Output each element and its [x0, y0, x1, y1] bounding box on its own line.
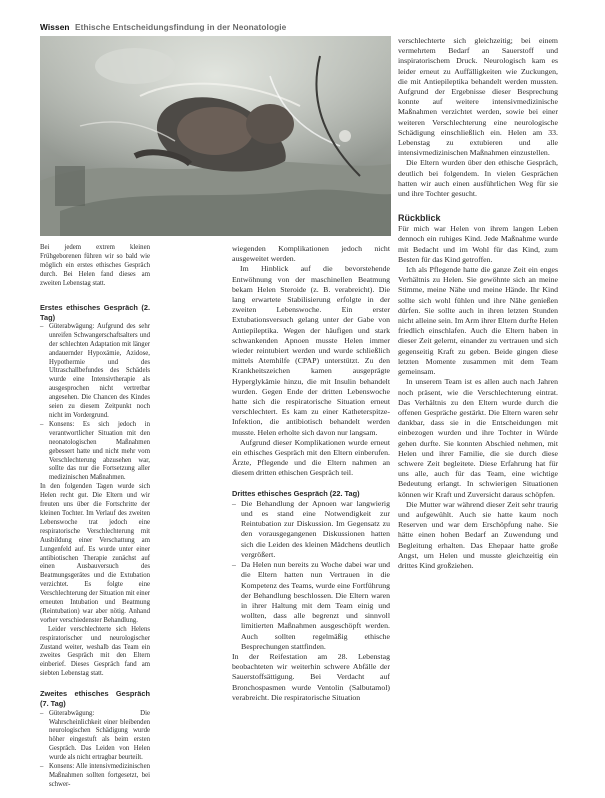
- incubator-photo: [40, 36, 391, 236]
- column-3: [398, 36, 558, 571]
- body-paragraph: Aufgrund dieser Komplikationen wurde erneut ein ethisches Gespräch mit den Eltern einberufen. Ärzte, Pflegende und die Eltern nahmen an diesem dritten ethischen Gespräch teil.: [232, 437, 390, 478]
- section-heading-first-talk: Erstes ethisches Gespräch (2. Tag): [40, 302, 150, 322]
- list-item: – Die Behandlung der Apnoen war langwierig und es stand eine Notwendigkeit zur Reintubation zur Diskussion. Im Gegensatz zu den vorausgegangenen Diskussionen hatten sich die Leiden des kleinen Mädchens deutlich vergrößert.: [232, 499, 390, 560]
- section-heading-third-talk: Drittes ethisches Gespräch (22. Tag): [232, 488, 360, 498]
- intro-paragraph: Bei jedem extrem kleinen Frühgeborenen führen wir so bald wie möglich ein erstes ethisches Gespräch durch. Bei Helen fand dieses am zweiten Lebenstag statt.: [40, 244, 150, 287]
- body-paragraph: Die Mutter war während dieser Zeit sehr traurig und aufgewühlt. Auch sie hatte kaum noch Reserven und war dem Erschöpfung nahe. Sie hätte einen hohen Bedarf an Zuwendung und Begleitung erhalten. Das Ehepaar hatte große Angst, um Helen und musste gleichzeitig ein drittes Kind großziehen.: [398, 499, 558, 570]
- page-header: [40, 22, 286, 32]
- section-heading-review: Rückblick: [398, 213, 441, 224]
- body-paragraph: Leider verschlechterte sich Helens respiratorischer und neurologischer Zustand weiter, weshalb das Team ein zweites Gespräch mit den Eltern einberief. Dieses Gespräch fand am siebten Lebenstag statt.: [40, 625, 150, 678]
- body-paragraph: verschlechterte sich gleichzeitig; bei einem vermehrtem Bedarf an Sauerstoff und inspiratorischem Druck. Neurologisch kam es leider erneut zu Auffälligkeiten wie Zuckungen, die mit Antiepileptika behandelt werden mussten. Aufgrund der Ergebnisse dieser Besprechung konnte auf weitere intensivmedizinische Maßnahmen verzichtet werden, sowie bei einer weiteren Verschlechterung eine neurologische Schädigung einschließlich ein. Helen am 33. Lebenstag zu extubieren und alle intensivmedizinischen Maßnahmen einzustellen.: [398, 36, 558, 158]
- article-title: Ethische Entscheidungsfindung in der Neonatologie: [74, 22, 287, 32]
- section-heading-second-talk: Zweites ethisches Gespräch (7. Tag): [40, 689, 150, 709]
- body-paragraph: Die Eltern wurden über den ethische Gespräch, deutlich bei folgendem. In vielen Gesprächen hatten wir auch einen ausführlichen Weg für sie und ihre Tochter gesucht.: [398, 158, 558, 199]
- list-item: – Konsens: Alle intensivmedizinischen Maßnahmen sollten fortgesetzt, bei schwer-: [40, 763, 150, 790]
- list-item: – Konsens: Es sich jedoch in verantwortlicher Situation mit den neonatologischen Maßnahmen gebessert hatte und nicht mehr vom Verschlechterung abzusehen war, sollte das nur die Fortsetzung aller medizinischen Maßnahmen.: [40, 421, 150, 483]
- list-item: – Güterabwägung: Die Wahrscheinlichkeit einer bleibenden neurologischen Schädigung wurde höher eingestuft als beim ersten Gespräch. Das Leiden von Helen wurde als nicht ertragbar beurteilt.: [40, 710, 150, 763]
- third-talk-list: [232, 499, 390, 652]
- section-label: Wissen: [40, 22, 70, 32]
- infant-in-incubator-image: [40, 36, 391, 236]
- first-talk-list: [40, 323, 150, 483]
- body-paragraph: In den folgenden Tagen wurde sich Helen recht gut. Die Eltern und wir freuten uns über die Fortschritte der kleinen Tochter. Im Verlauf des zweiten Lebenswoche trat jedoch eine respiratorische Verschlechterung mit Ausbildung einer Verschattung am Lungenfeld auf. Es wurde unter einer antibiotischen Therapie zunächst auf einen Ausbauversuch des Beatmungsgerätes und die Extubation verzichtet. Es folgte eine Verschlechterung der Situation mit einer erneuten Intubation und Beatmung (Reintubation) war aber nötig. Anhand vorher verschiedenster Behandlung.: [40, 483, 150, 624]
- column-1: [40, 244, 150, 790]
- body-paragraph: wiegenden Komplikationen jedoch nicht ausgeweitet werden.: [232, 244, 390, 264]
- column-2: [232, 244, 390, 703]
- body-paragraph: Im Hinblick auf die bevorstehende Entwöhnung von der maschinellen Beatmung bekam Helen Steroide (z. B. verabreicht). Die lang erwartete Stabilisierung erfolgte in der zweiten Lebenswoche. Ein erster Extubationsversuch gelang unter der Gabe von Antiepileptika. Wegen der häufigen und stark schwankenden Apnoen musste Helen immer wieder reintubiert werden und wurde schließlich mittels Atemhilfe (CPAP) unterstützt. Zu den Krankheitszeichen kamen ausgeprägte Hyperglykämie hinzu, die mit Insulin behandelt wurden. Gegen Ende der dritten Lebenswoche hatte sich die respiratorische Situation erneut verschlechtert. Es kam zu einer Katheterspitze-Infektion, die antibiotisch behandelt werden musste. Helen erholte sich davon nur langsam.: [232, 264, 390, 437]
- body-paragraph: Für mich war Helen von ihrem langen Leben dennoch ein ruhiges Kind. Jede Maßnahme wurde mit Bedacht und im Wohl für das Kind, zum Besten für das Kind getroffen.: [398, 224, 558, 264]
- body-paragraph: Ich als Pflegende hatte die ganze Zeit ein enges Verhältnis zu Helen. Sie gewöhnte sich an meine Stimme, meine Nähe und meine Hände. Ihr Kind sollte sich wohl fühlen und ihre Nähe genießen dürfen. Sie sollte auch in ihren letzten Stunden nicht alleine sein. Im Arm ihrer Eltern durfte Helen friedlich einschlafen. Auch die Eltern haben in dieser Zeit gelernt, einander zu vertrauen und sich gegenseitig Kraft zu geben. Beide gingen diese letzten Momente zusammen mit dem Team gemeinsam.: [398, 265, 558, 377]
- body-paragraph: In der Reifestation am 28. Lebenstag beobachteten wir weiterhin schwere Abfälle der Sauerstoffsättigung. Bei Verdacht auf Bronchospasmen wurde Ventolin (Salbutamol) verabreicht. Die respiratorische Situation: [232, 651, 390, 702]
- list-item: – Da Helen nun bereits zu Woche dabei war und die Eltern hatten nun Vertrauen in die Kompetenz des Teams, wurde eine Fortführung der Behandlung beschlossen. Die Eltern waren in ihrer Haltung mit dem Team einig und wollten, dass alle begrenzt und sinnvoll limitierten Maßnahmen ausgeschöpft werden. Auch sollten regelmäßig ethische Besprechungen stattfinden.: [232, 560, 390, 652]
- list-item: – Güterabwägung: Aufgrund des sehr unreifen Schwangerschaftsalters und der schlechten Adaptation mit länger andauernder Hypoxämie, Azidose, Hypothermie und des Ultraschallbefundes des Schädels wurde eine Intensivtherapie als ausgesprochen nicht vertretbar angesehen. Die Chancen des Kindes seien zu diesem Zeitpunkt noch nicht im Vordergrund.: [40, 323, 150, 421]
- body-paragraph: In unserem Team ist es allen auch nach Jahren noch präsent, wie die Verschlechterung eintrat. Das Verhältnis zu den Eltern wurde durch die offenen Gespräche gestärkt. Die Eltern waren sehr dankbar, dass sie in die Entscheidungen mit einbezogen wurden und ihre Tochter in Würde gehen durfte. Sie konnten Abschied nehmen, mit Helen und ihrer Familie, die sie durch diese schwere Zeit begleitete. Diese Erfahrung hat für uns alle, auch für das Team, eine wichtige Bedeutung erlangt. In schwierigen Situationen können wir Kraft und Zuversicht daraus schöpfen.: [398, 377, 558, 499]
- second-talk-list: [40, 710, 150, 790]
